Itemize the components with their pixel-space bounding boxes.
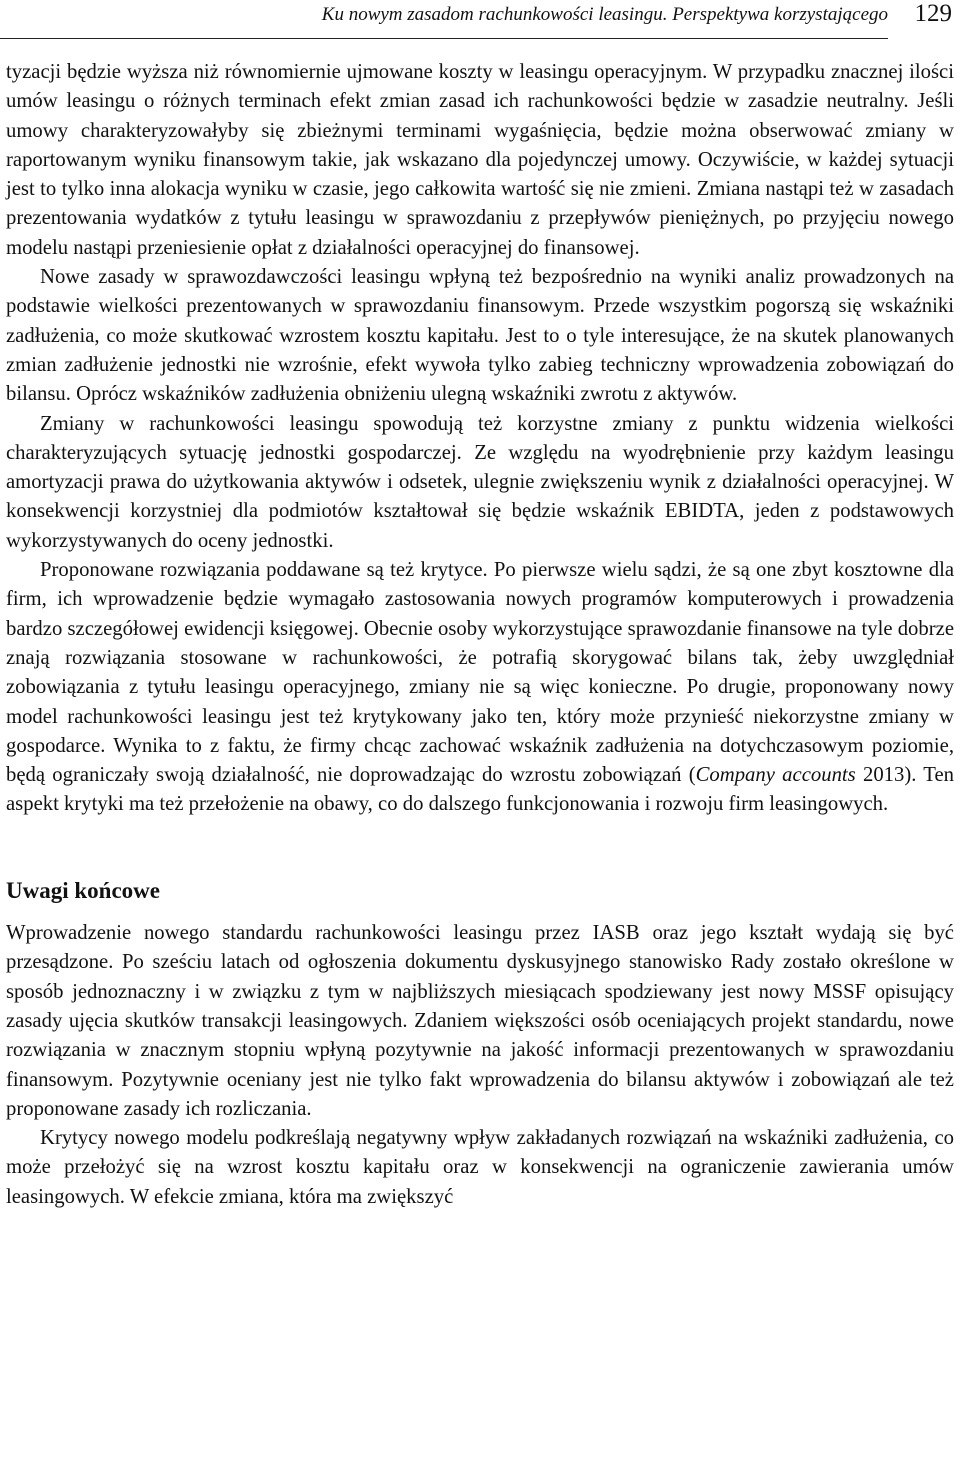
- running-title: Ku nowym zasadom rachunkowości leasingu. Perspektywa korzystającego: [321, 4, 888, 25]
- body-paragraph: Zmiany w rachunkowości leasingu spowodują też korzystne zmiany z punktu widzenia wielkości charakteryzujących sytuację jednostki gospodarczej. Ze względu na wyodrębnienie przy każdym leasingu amortyzacji prawa do użytkowania aktywów i odsetek, ulegnie zwiększeniu wynik z działalności operacyjnej. W konsekwencji korzystniej dla podmiotów kształtował się będzie wskaźnik EBIDTA, jeden z podstawowych wykorzystywanych do oceny jednostki.: [6, 412, 954, 552]
- body-paragraph: Wprowadzenie nowego standardu rachunkowości leasingu przez IASB oraz jego kształt wydają się być przesądzone. Po sześciu latach od ogłoszenia dokumentu dyskusyjnego stanowisko Rady zostało określone w sposób jednoznaczny i w związku z tym w najbliższych miesiącach spodziewany jest nowy MSSF opisujący zasady ujęcia skutków transakcji leasingowych. Zdaniem większości osób oceniających projekt standardu, nowe rozwiązania w znacznym stopniu wpłyną pozytywnie na jakość informacji prezentowanych w sprawozdaniu finansowym. Pozytywnie oceniany jest nie tylko fakt wprowadzenia do bilansu aktywów i zobowiązań ale też proponowane zasady ich rozliczania.: [6, 922, 954, 1120]
- body-paragraph: tyzacji będzie wyższa niż równomiernie ujmowane koszty w leasingu operacyjnym. W przypadku znacznej ilości umów leasingu o różnych terminach efekt zmian zasad ich rachunkowości będzie w zasadzie neutralny. Jeśli umowy charakteryzowałyby się zbieżnymi terminami wygaśnięcia, będzie można obserwować zmiany w raportowanym wyniku finansowym takie, jak wskazano dla pojedynczej umowy. Oczywiście, w każdej sytuacji jest to tylko inna alokacja wyniku w czasie, jego całkowita wartość się nie zmieni. Zmiana nastąpi też w zasadach prezentowania wydatków z tytułu leasingu w sprawozdaniu z przepływów pieniężnych, po przyjęciu nowego modelu nastąpi przeniesienie opłat z działalności operacyjnej do finansowej.: [6, 61, 954, 259]
- paragraph-text: Proponowane rozwiązania poddawane są też krytyce. Po pierwsze wielu sądzi, że są one zbyt kosztowne dla firm, ich wprowadzenie będzie wymagało zastosowania nowych programów komputerowych i prowadzenia bardzo szczegółowej ewidencji księgowej. Obecnie osoby wykorzystujące sprawozdanie finansowe na tyle dobrze znają rozwiązania stosowane w rachunkowości, że potrafią skorygować bilans tak, żeby uwzględniał zobowiązania z tytułu leasingu operacyjnego, zmiany nie są więc konieczne. Po drugie, proponowany nowy model rachunkowości leasingu jest też krytykowany jako ten, który może przynieść niekorzystne zmiany w gospodarce. Wynika to z faktu, że firmy chcąc zachować wskaźnik zadłużenia na dotychczasowym poziomie, będą ograniczały swoją działalność, nie doprowadzając do wzrostu zobowiązań (: [6, 559, 954, 787]
- body-paragraph: Nowe zasady w sprawozdawczości leasingu wpłyną też bezpośrednio na wyniki analiz prowadzonych na podstawie wielkości prezentowanych w sprawozdaniu finansowym. Przede wszystkim pogorszą się wskaźniki zadłużenia, co może skutkować wzrostem kosztu kapitału. Jest to o tyle interesujące, że na skutek planowanych zmian zadłużenie jednostki nie wzrośnie, efekt wywoła tylko zabieg techniczny wprowadzenia zobowiązań do bilansu. Oprócz wskaźników zadłużenia obniżeniu ulegną wskaźniki zwrotu z aktywów.: [6, 266, 954, 406]
- section-heading: Uwagi końcowe: [6, 877, 160, 903]
- paragraph-text: 2013). Ten aspekt krytyki ma też przełożenie na obawy, co do dalszego funkcjonowania i rozwoju firm leasingowych.: [6, 764, 954, 816]
- body-paragraph: Krytycy nowego modelu podkreślają negatywny wpływ zakładanych rozwiązań na wskaźniki zadłużenia, co może przełożyć się na wzrost kosztu kapitału oraz w konsekwencji na ograniczenie zawierania umów leasingowych. W efekcie zmiana, która ma zwiększyć: [6, 1127, 954, 1208]
- citation-source: Company accounts: [695, 764, 856, 787]
- page-body: [6, 58, 954, 1212]
- body-paragraph: [6, 556, 954, 820]
- page-number: 129: [914, 0, 952, 27]
- running-header: [0, 0, 888, 39]
